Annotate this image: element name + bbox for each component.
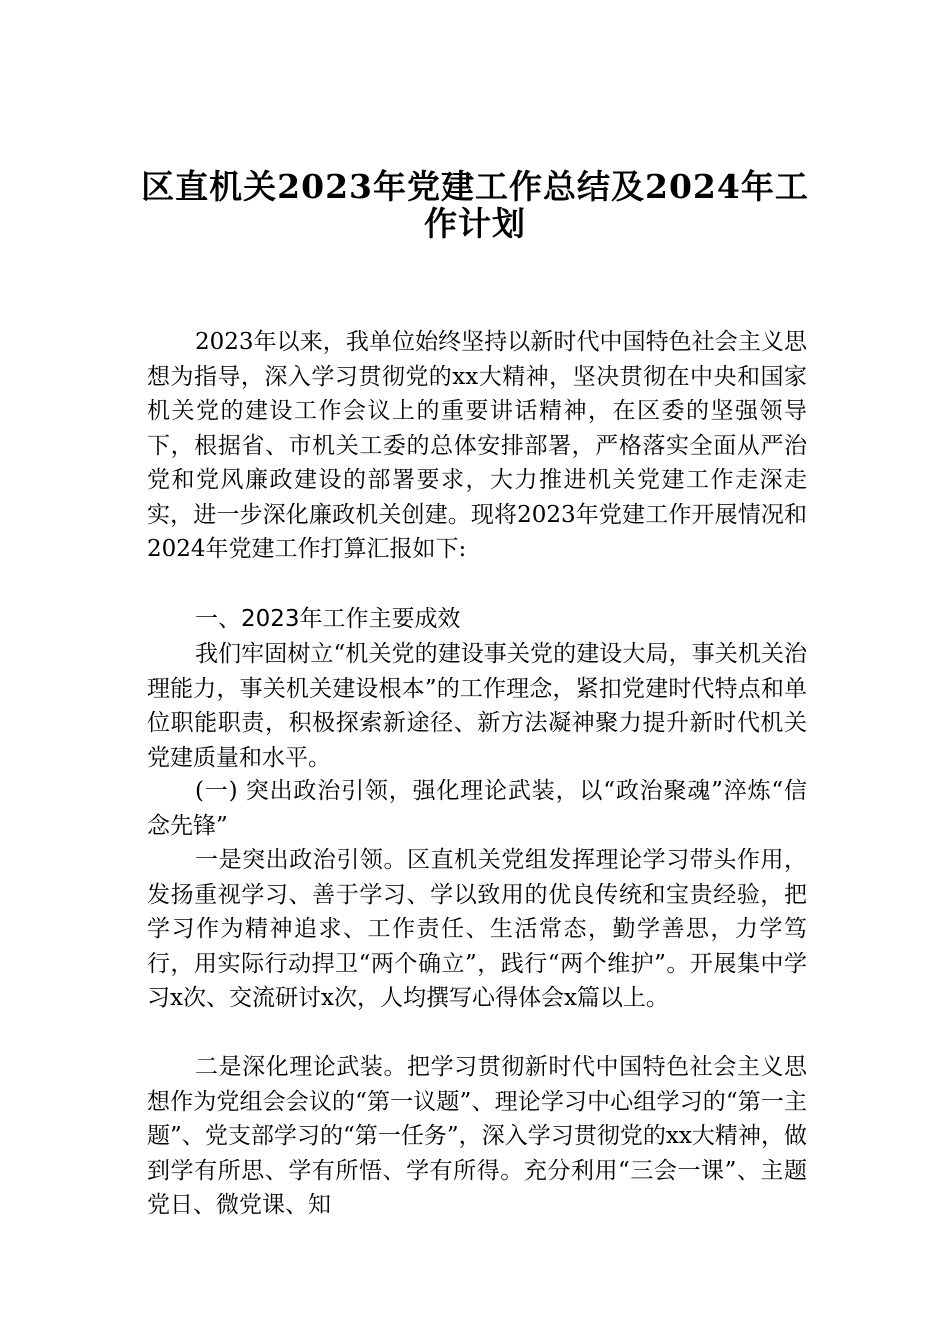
intro-paragraph: 2023年以来，我单位始终坚持以新时代中国特色社会主义思想为指导，深入学习贯彻党的xx大精神，坚决贯彻在中央和国家机关党的建设工作会议上的重要讲话精神，在区委的坚强领导下，根据省、市机关工委的总体安排部署，严格落实全面从严治党和党风廉政建设的部署要求，大力推进机关党建工作走深走实，进一步深化廉政机关创建。现将2023年党建工作开展情况和2024年党建工作打算汇报如下: [147,329,807,562]
document-title-line1: 区直机关2023年党建工作总结及2024年工 [141,167,809,206]
paragraph-second-point: 二是深化理论武装。把学习贯彻新时代中国特色社会主义思想作为党组会会议的“第一议题”、理论学习中心组学习的“第一主题”、党支部学习的“第一任务”，深入学习贯彻党的xx大精神，做到学有所思、学有所悟、学有所得。充分利用“三会一课”、主题党日、微党课、知 [147,1054,807,1218]
section1-heading: 一、2023年工作主要成效 [195,606,461,632]
subsection1-heading: (一) 突出政治引领，强化理论武装，以“政治聚魂”淬炼“信念先锋” [147,778,807,839]
paragraph-first-point: 一是突出政治引领。区直机关党组发挥理论学习带头作用，发扬重视学习、善于学习、学以致用的优良传统和宝贵经验，把学习作为精神追求、工作责任、生活常态，勤学善思，力学笃行，用实际行动捍卫“两个确立”，践行“两个维护”。开展集中学习x次、交流研讨x次，人均撰写心得体会x篇以上。 [147,847,807,1011]
section1-intro-paragraph: 我们牢固树立“机关党的建设事关党的建设大局，事关机关治理能力，事关机关建设根本”的工作理念，紧扣党建时代特点和单位职能职责，积极探索新途径、新方法凝神聚力提升新时代机关党建质量和水平。 [147,641,807,771]
document-title-line2: 作计划 [424,204,526,243]
